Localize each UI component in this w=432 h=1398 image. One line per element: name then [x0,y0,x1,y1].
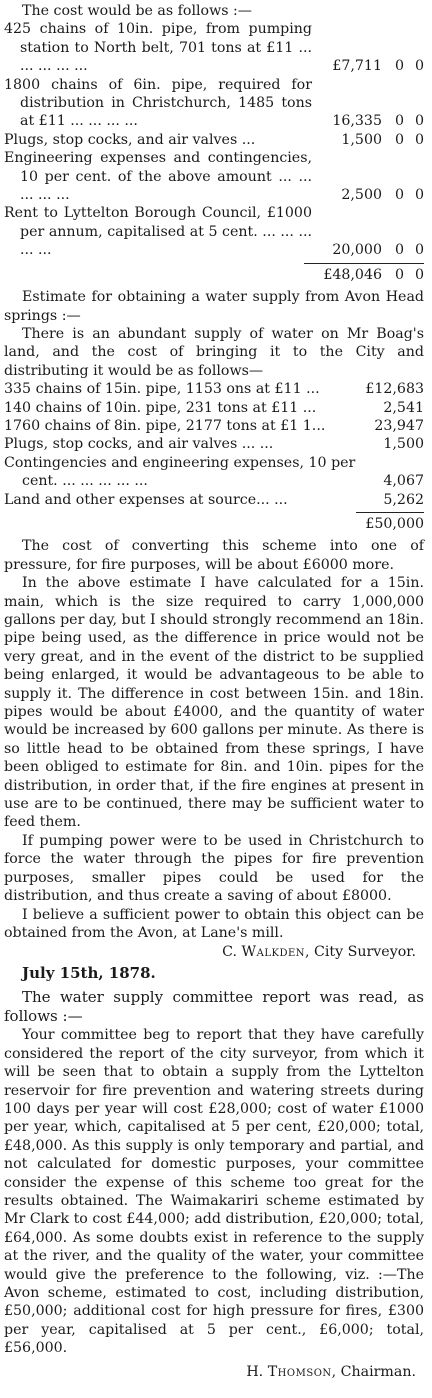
estimate-row [4,435,424,453]
estimate-desc: 140 chains of 10in. pipe, 231 tons at £11 ... [4,399,317,416]
cost-total-pounds: £48,046 [323,266,382,283]
estimate-desc: Land and other expenses at source... ... [4,491,288,508]
cost-pence: 0 [414,58,424,75]
cost-table [4,20,424,284]
cost-row [4,149,424,204]
cost-pounds: 2,500 [341,187,382,204]
cost-desc: Engineering expenses and contingencies, 10 per cent. of the above amount ... ... ... ... ... [4,150,312,204]
estimate-desc: 1760 chains of 8in. pipe, 2177 tons at £1 1... [4,417,326,434]
paragraph-pumping: If pumping power were to be used in Christchurch to force the water through the pipes for fire prevention purposes, smaller pipes could be used for the distribution, and thus create a saving of about £8000. [4,832,424,905]
paragraph-power: I believe a sufficient power to obtain this object can be obtained from the Avon, at Lane's mill. [4,906,424,941]
cost-row [4,131,424,149]
cost-desc: Plugs, stop cocks, and air valves ... [4,131,256,148]
estimate-row [4,454,424,491]
cost-shillings: 0 [394,242,404,259]
committee-heading: The water supply committee report was read, as follows :— [4,988,424,1026]
cost-pounds: 20,000 [332,242,382,259]
cost-pounds: 16,335 [332,113,382,130]
report-date: July 15th, 1878. [22,964,156,983]
cost-row [4,204,424,259]
avon-heading: Estimate for obtaining a water supply from Avon Head springs :— [4,289,424,324]
estimate-amount: 2,541 [383,399,424,416]
estimate-desc: 335 chains of 15in. pipe, 1153 ons at £11 ... [4,381,320,398]
cost-desc: Rent to Lyttelton Borough Council, £1000 per annum, capitalised at 5 cent. ... ... ... ... ... [4,205,312,259]
cost-shillings: 0 [394,58,404,75]
sum-rule [304,263,424,264]
paragraph-main-size: In the above estimate I have calculated for a 15in. main, which is the size required to carry 1,000,000 gallons per day, but I should strongly recommend an 18in. pipe being used, as the difference in price would not be very great, and in the event of the district to be supplied being enlarged, it would be advantageous to be able to supply it. The difference in cost between 15in. and 18in. pipes would be about £4000, and the quantity of water would be increased by 600 gallons per minute. As there is so little head to be obtained from these springs, I have been obliged to estimate for 8in. and 10in. pipes for the distribution, in order that, if the fire engines at present in use are to be continued, there may be sufficient water to feed them. [4,575,424,831]
cost-shillings: 0 [394,113,404,130]
cost-total-pence: 0 [414,266,424,283]
estimate-amount: 1,500 [383,436,424,453]
committee-report: Your committee beg to report that they have carefully considered the report of the city surveyor, from which it will be seen that to obtain a supply from the Lyttelton reservoir for fire prevention and watering streets during 100 days per year will cost £28,000; cost of water £1000 per year, which, capitalised at 5 per cent, £20,000; total, £48,000. As this supply is only temporary and partial, and not calculated for domestic purposes, your committee consider the expense of this scheme too great for the results obtained. The Waimakariri scheme estimated by Mr Clark to cost £44,000; add distribution, £20,000; total, £64,000. As some doubts exist in reference to the supply at the river, and the quality of the water, your committee would give the preference to the following, viz. :—The Avon scheme, estimated to cost, including distribution, £50,000; additional cost for high pressure for fires, £300 per year, capitalised at 5 per cent., £6,000; total, £56,000. [4,1027,424,1357]
sum-rule [356,512,424,513]
avon-intro: There is an abundant supply of water on Mr Boag's land, and the cost of bringing it to the City and distributing it would be as follows— [4,325,424,379]
estimate-row [4,380,424,398]
cost-pence: 0 [414,113,424,130]
newspaper-column [4,0,424,1382]
cost-desc: 425 chains of 10in. pipe, from pumping station to North belt, 701 tons at £11 ... ... ... ... ... [4,21,312,75]
estimate-desc: Plugs, stop cocks, and air valves ... ... [4,436,274,453]
signature-surveyor: C. Walkden, City Surveyor. [222,944,416,961]
cost-shillings: 0 [394,187,404,204]
cost-pounds: £7,711 [332,58,382,75]
estimate-amount: £12,683 [365,381,424,398]
cost-total-row [4,266,424,284]
cost-intro: The cost would be as follows :— [22,3,252,19]
cost-pence: 0 [414,187,424,204]
estimate-desc: Contingencies and engineering expenses, 10 per cent. ... ... ... ... ... [4,454,356,490]
cost-pence: 0 [414,242,424,259]
estimate-amount: 23,947 [374,417,424,434]
cost-shillings: 0 [394,131,404,148]
cost-pence: 0 [414,131,424,148]
avon-total: £50,000 [365,515,424,532]
cost-row [4,20,424,75]
cost-total-shillings: 0 [394,266,404,283]
cost-desc: 1800 chains of 6in. pipe, required for distribution in Christchurch, 1485 tons at £11 ... ... ... ... [4,76,312,130]
cost-row [4,76,424,131]
estimate-row [4,417,424,435]
paragraph-pressure-cost: The cost of converting this scheme into one of pressure, for fire purposes, will be about £6000 more. [4,538,424,573]
estimate-row [4,399,424,417]
estimate-amount: 4,067 [383,473,424,490]
avon-estimate-table [4,380,424,533]
cost-pounds: 1,500 [341,131,382,148]
signature-chairman: H. Thomson, Chairman. [246,1363,416,1380]
estimate-row [4,491,424,509]
estimate-amount: 5,262 [383,491,424,508]
